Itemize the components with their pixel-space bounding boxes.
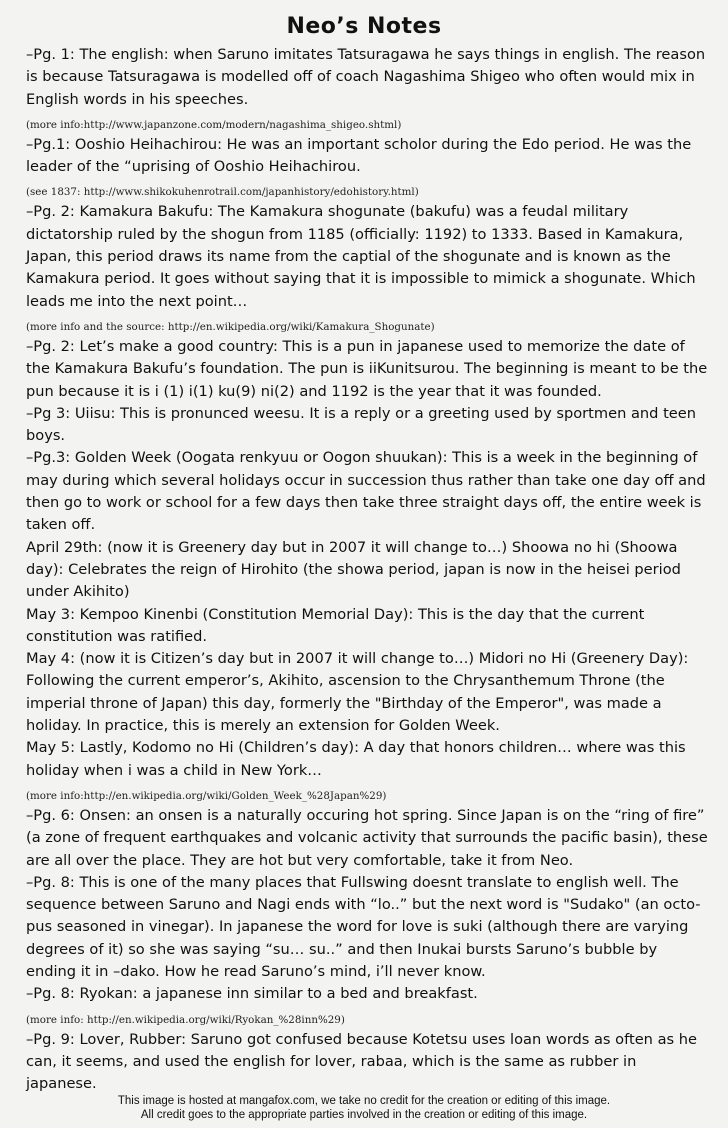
note-paragraph: –Pg 3: Uiisu: This is pronunced weesu. It is a reply or a greeting used by sportmen and teen boys. [26,404,697,445]
source-reference: (more info:http://www.japanzone.com/modern/nagashima_shigeo.shtml) [26,118,402,131]
notes-body [26,44,708,1095]
hosting-credit-footer [0,1095,728,1122]
footer-line-1: This image is hosted at mangafox.com, we take no credit for the creation or editing of this image. [117,1095,611,1107]
note-paragraph: May 4: (now it is Citizen’s day but in 2007 it will change to…) Midori no Hi (Greenery Day): Following the current emperor’s, Akihito, ascension to the Chrysanthemum Throne (the imperial throne of Japan) this day, formerly the "Birthday of the Emperor", was made a holiday. In practice, this is merely an extension for Golden Week. [26,650,689,735]
note-paragraph: –Pg. 2: Kamakura Bakufu: The Kamakura shogunate (bakufu) was a feudal military dictatorship ruled by the shogun from 1185 (officially: 1192) to 1333. Based in Kamakura, Japan, this period draws its name from the captial of the shogunate and is known as the Kamakura period. It goes without saying that it is impossible to mimick a shogunate. Which leads me into the next point… [26,203,696,310]
note-paragraph: April 29th: (now it is Greenery day but in 2007 it will change to…) Shoowa no hi (Shoowa day): Celebrates the reign of Hirohito (the showa period, japan is now in the heisei period under Akihito) [26,538,681,601]
page-title: Neo’s Notes [286,14,442,39]
source-reference: (more info and the source: http://en.wikipedia.org/wiki/Kamakura_Shogunate) [26,320,435,333]
note-paragraph: May 3: Kempoo Kinenbi (Constitution Memorial Day): This is the day that the current constitution was ratified. [26,605,645,645]
source-reference: (more info:http://en.wikipedia.org/wiki/Golden_Week_%28Japan%29) [26,789,387,802]
footer-line-2: All credit goes to the appropriate parties involved in the creation or editing of this image. [140,1108,588,1121]
note-paragraph: May 5: Lastly, Kodomo no Hi (Children’s day): A day that honors children… where was this holiday when i was a child in New York… [26,739,686,779]
source-reference: (more info: http://en.wikipedia.org/wiki/Ryokan_%28inn%29) [26,1013,345,1026]
note-paragraph: –Pg. 8: This is one of the many places that Fullswing doesnt translate to english well. The sequence between Saruno and Nagi ends with “lo..” but the next word is "Sudako" (an octo-pus seasoned in vinegar). In japanese the word for love is suki (although there are varying degrees of it) so she was saying “su… su..” and then Inukai bursts Saruno’s bubble by ending it in –dako. How he read Saruno’s mind, i’ll never know. [26,873,701,980]
note-paragraph: –Pg. 1: The english: when Saruno imitates Tatsuragawa he says things in english. The reason is because Tatsuragawa is modelled off of coach Nagashima Shigeo who often would mix in English words in his speeches. [26,46,706,108]
note-paragraph: –Pg.3: Golden Week (Oogata renkyuu or Oogon shuukan): This is a week in the beginning of may during which several holidays occur in succession thus rather than take one day off and then go to work or school for a few days then take three straight days off, the entire week is taken off. [26,449,706,534]
source-reference: (see 1837: http://www.shikokuhenrotrail.com/japanhistory/edohistory.html) [26,186,419,199]
note-paragraph: –Pg. 2: Let’s make a good country: This is a pun in japanese used to memorize the date of the Kamakura Bakufu’s foundation. The pun is iiKunitsurou. The beginning is meant to be the pun because it is i (1) i(1) ku(9) ni(2) and 1192 is the year that it was founded. [26,337,708,400]
note-paragraph: –Pg. 9: Lover, Rubber: Saruno got confused because Kotetsu uses loan words as often as he can, it seems, and used the english for lover, rabaa, which is the same as rubber in japanese. [26,1030,697,1093]
note-paragraph: –Pg. 6: Onsen: an onsen is a naturally occuring hot spring. Since Japan is on the “ring of fire” (a zone of frequent earthquakes and volcanic activity that surrounds the pacific basin), these are all over the place. They are hot but very comfortable, take it from Neo. [26,806,708,869]
note-paragraph: –Pg. 8: Ryokan: a japanese inn similar to a bed and breakfast. [26,985,478,1003]
note-paragraph: –Pg.1: Ooshio Heihachirou: He was an important scholor during the Edo period. He was the leader of the “uprising of Ooshio Heihachirou. [26,135,692,176]
